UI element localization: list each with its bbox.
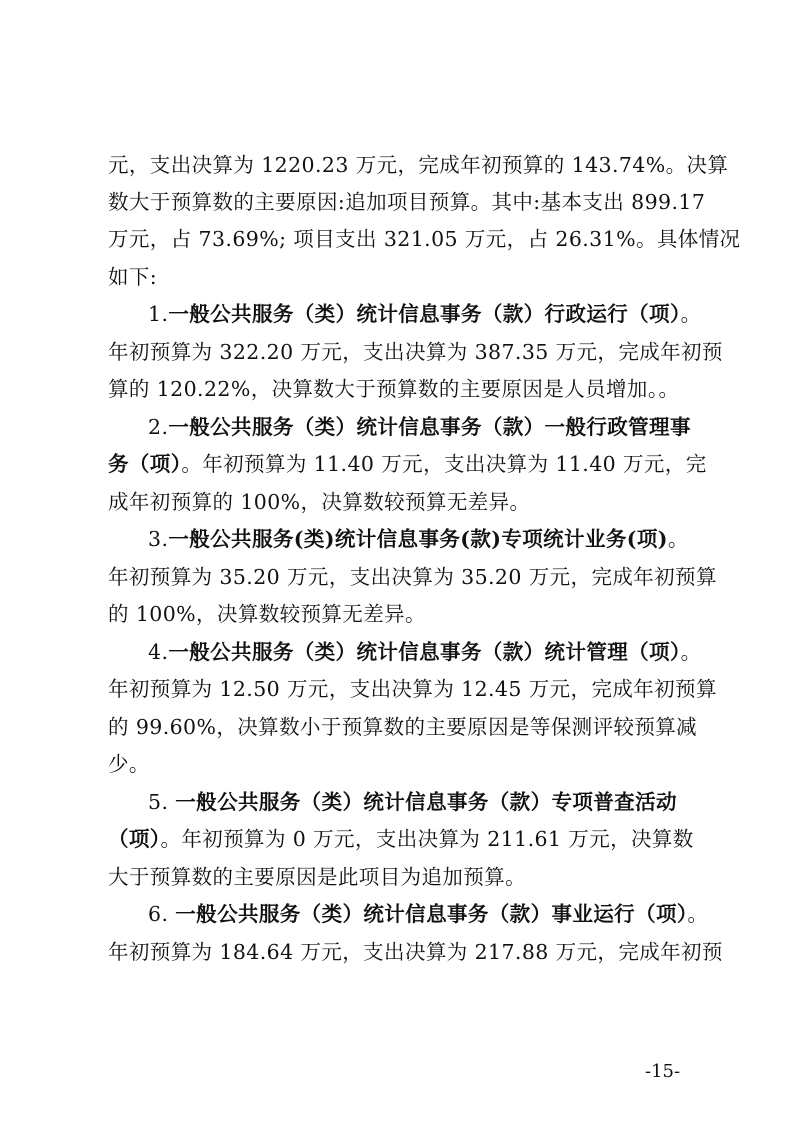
- text-line: [108, 562, 717, 592]
- line-text: 年初预算为 35.20 万元，支出决算为 35.20 万元，完成年初预算: [108, 565, 717, 589]
- item-heading: 一般公共服务（类）统计信息事务（款）行政运行（项）: [168, 302, 681, 326]
- item-heading: 一般公共服务（类）统计信息事务（款）专项普查活动: [175, 790, 677, 814]
- paragraph-heading-line: [148, 299, 702, 329]
- line-text: 万元，占 73.69%; 项目支出 321.05 万元，占 26.31%。具体情况: [108, 227, 741, 251]
- line-text: 元，支出决算为 1220.23 万元，完成年初预算的 143.74%。决算: [108, 153, 729, 177]
- line-text: 成年初预算的 100%，决算数较预算无差异。: [108, 490, 531, 514]
- line-text: 数大于预算数的主要原因:追加项目预算。其中:基本支出 899.17: [108, 190, 706, 214]
- item-heading: 务（项）: [108, 452, 182, 476]
- line-text: 如下:: [108, 265, 158, 289]
- item-heading: 一般公共服务（类）统计信息事务（款）统计管理（项）: [168, 640, 681, 664]
- text-line: [108, 262, 157, 292]
- item-heading: 一般公共服务（类）统计信息事务（款）事业运行（项）: [175, 902, 688, 926]
- line-text: 的 99.60%，决算数小于预算数的主要原因是等保测评较预算减: [108, 715, 698, 739]
- text-line: [108, 749, 150, 779]
- text-line: [108, 337, 723, 367]
- line-text: 年初预算为 12.50 万元，支出决算为 12.45 万元，完成年初预算: [108, 677, 717, 701]
- item-heading: （项）: [108, 827, 161, 851]
- text-line: [108, 712, 697, 742]
- line-text: 。年初预算为 11.40 万元，支出决算为 11.40 万元，完: [181, 452, 707, 476]
- item-number: 6.: [148, 902, 176, 926]
- line-text: 大于预算数的主要原因是此项目为追加预算。: [108, 865, 526, 889]
- line-text: 年初预算为 322.20 万元，支出决算为 387.35 万元，完成年初预: [108, 340, 723, 364]
- line-text: 算的 120.22%，决算数大于预算数的主要原因是人员增加。。: [108, 377, 680, 401]
- text-line: [108, 449, 707, 479]
- text-line: [108, 150, 728, 180]
- item-number: 4.: [148, 640, 169, 664]
- item-number: 2.: [148, 415, 169, 439]
- text-line: [108, 374, 679, 404]
- line-text: 的 100%，决算数较预算无差异。: [108, 602, 426, 626]
- line-text: 年初预算为 184.64 万元，支出决算为 217.88 万元，完成年初预: [108, 940, 723, 964]
- line-text: 。: [680, 640, 702, 664]
- text-line: [108, 862, 526, 892]
- line-text: 。: [680, 302, 702, 326]
- line-text: 少。: [108, 752, 150, 776]
- item-number: 3.: [148, 527, 169, 551]
- paragraph-heading-line: [148, 787, 677, 817]
- line-text: 。年初预算为 0 万元，支出决算为 211.61 万元，决算数: [160, 827, 694, 851]
- item-number: 1.: [148, 302, 169, 326]
- paragraph-heading-line: [148, 412, 691, 442]
- line-text: 。: [667, 527, 689, 551]
- paragraph-heading-line: [148, 899, 708, 929]
- text-line: [108, 599, 426, 629]
- paragraph-heading-line: [148, 524, 689, 554]
- paragraph-heading-line: [148, 637, 702, 667]
- line-text: 。: [687, 902, 709, 926]
- text-line: [108, 674, 717, 704]
- text-line: [108, 224, 740, 254]
- text-line: [108, 187, 705, 217]
- item-number: 5.: [148, 790, 176, 814]
- item-heading: 一般公共服务（类）统计信息事务（款）一般行政管理事: [168, 415, 691, 439]
- text-line: [108, 937, 723, 967]
- text-line: [108, 824, 694, 854]
- page-number: -15-: [645, 1061, 681, 1082]
- text-line: [108, 487, 530, 517]
- item-heading: 一般公共服务(类)统计信息事务(款)专项统计业务(项): [168, 527, 668, 551]
